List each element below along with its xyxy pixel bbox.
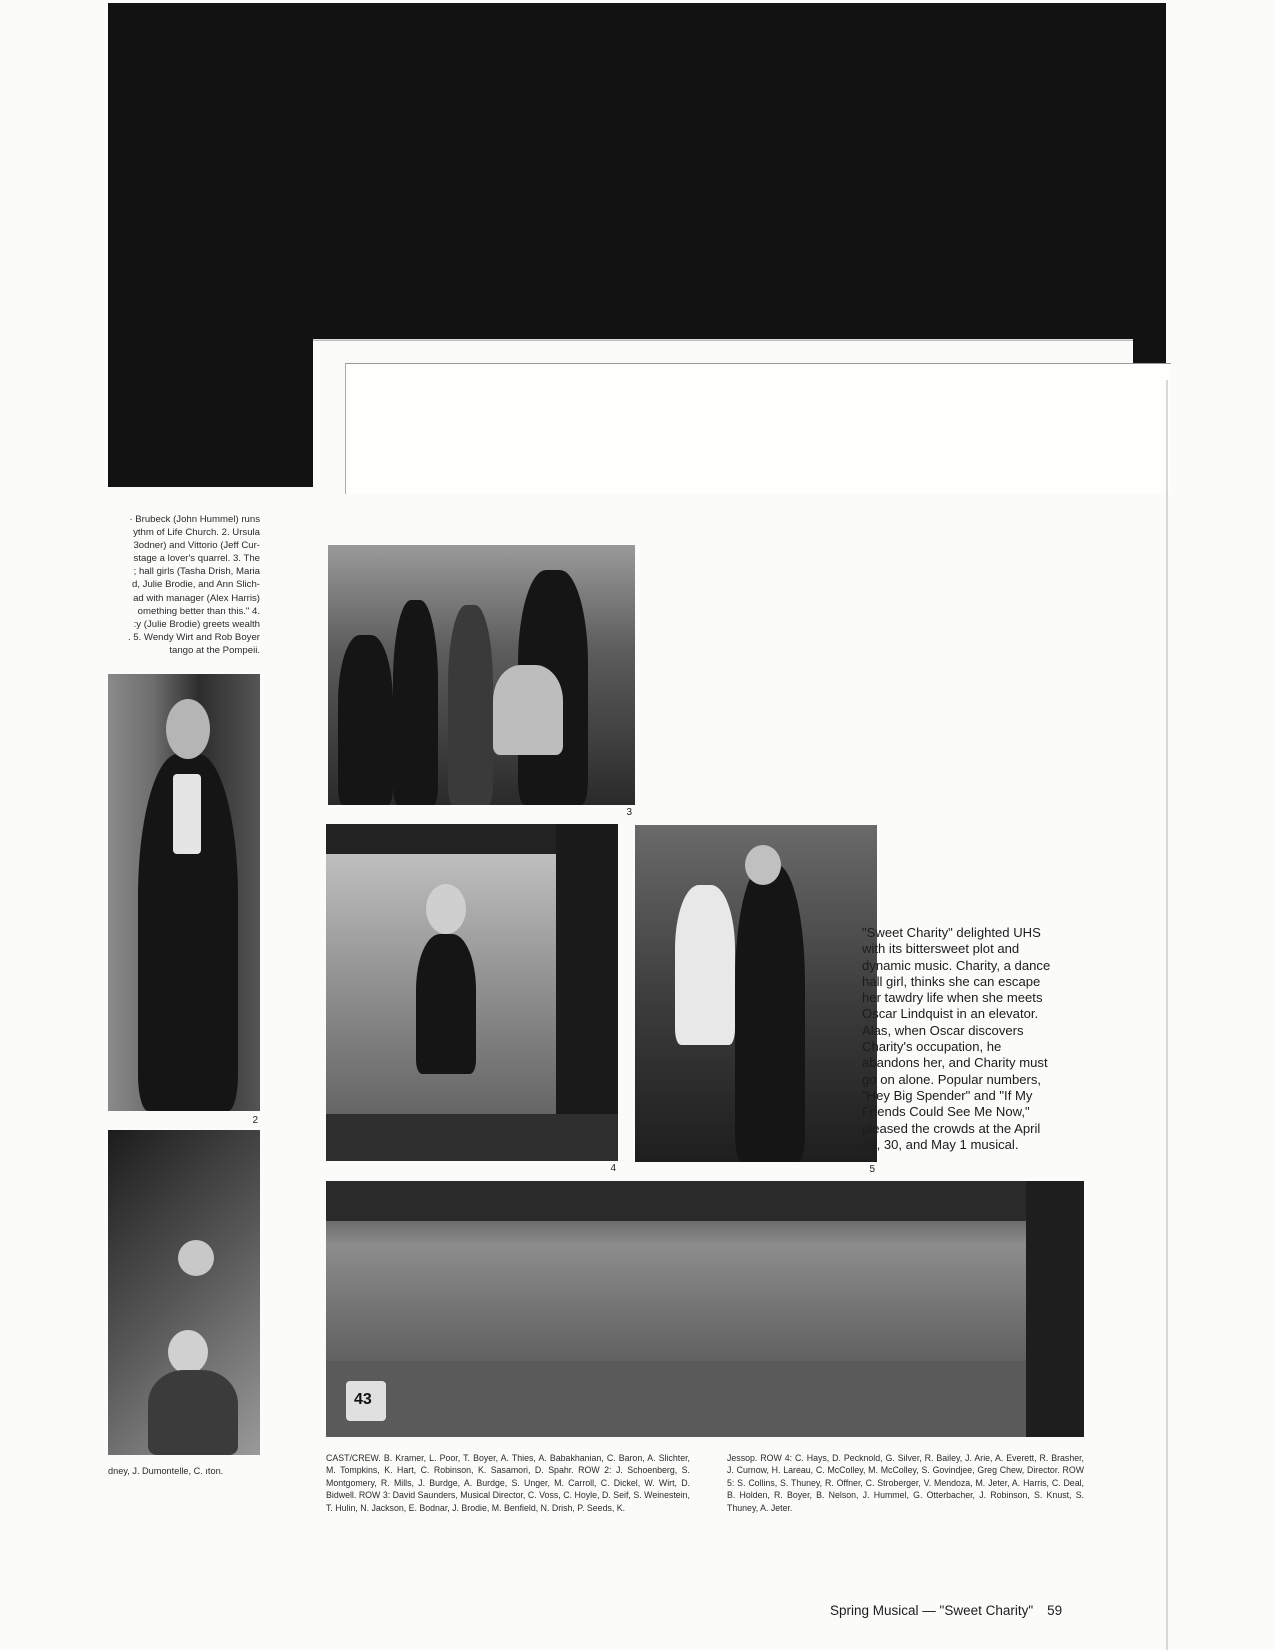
group-photo-sign-number: 43	[354, 1391, 372, 1408]
caption-line: 3odner) and Vittorio (Jeff Cur-	[133, 540, 260, 552]
caption-line: ; hall girls (Tasha Drish, Maria	[133, 566, 260, 578]
caption-line: omething better than this." 4.	[137, 605, 260, 617]
page-edge-line	[1166, 380, 1168, 1650]
caption-line: · Brubeck (John Hummel) runs	[129, 514, 260, 525]
article-body-text: "Sweet Charity" delighted UHS with its bittersweet plot and dynamic music. Charity, a dance hall girl, thinks she can escape her tawdry life when she meets Oscar Lindquist in an elevator. Alas, when Oscar discovers Charity's occupation, he abandons her, and Charity must go on alone. Popular numbers, "Hey Big Spender" and "If My Friends Could See Me Now," pleased the crowds at the April 29, 30, and May 1 musical.	[862, 925, 1051, 1152]
photo-tango-couple	[635, 825, 877, 1162]
photo-charity-arms-outstretched	[326, 824, 618, 1161]
caption-line: :y (Julie Brodie) greets wealth	[133, 618, 260, 630]
photo-caption-left	[108, 513, 260, 657]
photo-cast-crew-group	[326, 1181, 1084, 1437]
photo-number-3: 3	[626, 807, 632, 818]
photo-number-4: 4	[610, 1163, 616, 1174]
paper-overlay-strip-inner	[345, 363, 1171, 494]
caption-line: d, Julie Brodie, and Ann Slich-	[132, 579, 260, 591]
credits-column-2: Jessop. ROW 4: C. Hays, D. Pecknold, G. Silver, R. Bailey, J. Arie, A. Everett, R. Brasher, J. Curnow, H. Lareau, C. McColley, M. McColley, S. Govindjee, Greg Chew, Director. ROW 5: S. Collins, S. Thuney, R. Offner, C. Stroberger, V. Mendoza, M. Jeter, A. Harris, C. Deal, B. Holden, R. Boyer, B. Nelson, J. Hummel, G. Otterbacher, J. Robinson, S. Knust, S. Thuney, A. Jeter.	[727, 1453, 1084, 1513]
photo-tuxedo-man	[108, 674, 260, 1111]
caption-line: . 5. Wendy Wirt and Rob Boyer	[127, 631, 260, 643]
photo-dance-hall-girls	[328, 545, 635, 805]
footer-section-title: Spring Musical — "Sweet Charity"	[830, 1603, 1034, 1618]
photo-orchestra	[108, 1130, 260, 1455]
credits-column-1: CAST/CREW. B. Kramer, L. Poor, T. Boyer, A. Thies, A. Babakhanian, C. Baron, A. Slichter, M. Tompkins, K. Hart, C. Robinson, K. Sasamori, D. Spahr. ROW 2: J. Schoenberg, S. Montgomery, R. Mills, J. Burdge, A. Burdge, S. Unger, M. Carroll, C. Dickel, W. Wirt, D. Bidwell. ROW 3: David Saunders, Musical Director, C. Voss, C. Hoyle, D. Seif, S. Weinestein, T. Hulin, N. Jackson, E. Bodnar, J. Brodie, M. Benfield, N. Drish, P. Seeds, K.	[326, 1453, 690, 1513]
caption-line: stage a lover's quarrel. 3. The	[133, 553, 260, 565]
caption-line: tango at the Pompeii.	[169, 644, 260, 656]
caption-line: ythm of Life Church. 2. Ursula	[133, 527, 260, 539]
photo-number-2: 2	[252, 1115, 258, 1126]
page-number: 59	[1047, 1603, 1063, 1618]
page-footer	[830, 1603, 1062, 1618]
photo-number-5: 5	[869, 1164, 875, 1175]
credits-left-fragment: dney, J. Dumontelle, C. ıton.	[108, 1466, 224, 1476]
caption-line: ad with manager (Alex Harris)	[133, 592, 260, 604]
